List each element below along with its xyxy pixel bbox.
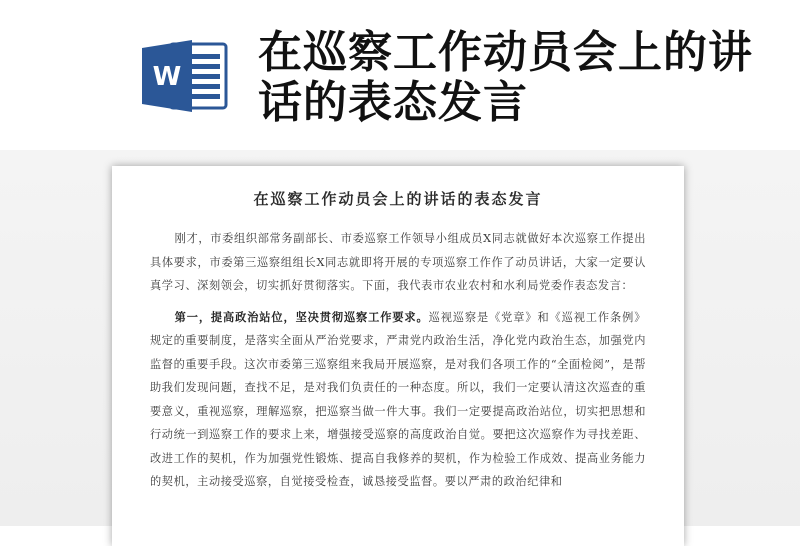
header-banner: [0, 0, 800, 150]
section-1-body: 巡视巡察是《党章》和《巡视工作条例》规定的重要制度，是落实全面从严治党要求，严肃党内政治生活，净化党内政治生态，加强党内监督的重要手段。这次市委第三巡察组来我局开展巡察，是对我们各项工作的“全面检阅”，是帮助我们发现问题，查找不足，是对我们负责任的一种态度。所以，我们一定要认清这次巡查的重要意义，重视巡察，理解巡察，把巡察当做一件大事。我们一定要提高政治站位，切实把思想和行动统一到巡察工作的要求上来，增强接受巡察的高度政治自觉。要把这次巡察作为寻找差距、改进工作的契机，作为加强党性锻炼、提高自我修养的契机，作为检验工作成效、提高业务能力的契机，主动接受巡察，自觉接受检查，诚恳接受监督。要以严肃的政治纪律和: [150, 310, 646, 488]
microsoft-word-icon: [140, 38, 230, 114]
document-page: [112, 166, 684, 546]
intro-paragraph: 刚才，市委组织部常务副部长、市委巡察工作领导小组成员X同志就做好本次巡察工作提出具体要求，市委第三巡察组组长X同志就即将开展的专项巡察工作作了动员讲话，大家一定要认真学习、深刻领会，切实抓好贯彻落实。下面，我代表市农业农村和水利局党委作表态发言：: [150, 232, 646, 292]
section-1-lead: 第一，提高政治站位，坚决贯彻巡察工作要求。: [174, 309, 429, 324]
section-1-paragraph: [150, 306, 646, 494]
document-title: 在巡察工作动员会上的讲话的表态发言: [253, 190, 543, 208]
svg-text:W: W: [152, 62, 182, 92]
banner-title: 在巡察工作动员会上的讲话的表态发言: [258, 27, 753, 128]
